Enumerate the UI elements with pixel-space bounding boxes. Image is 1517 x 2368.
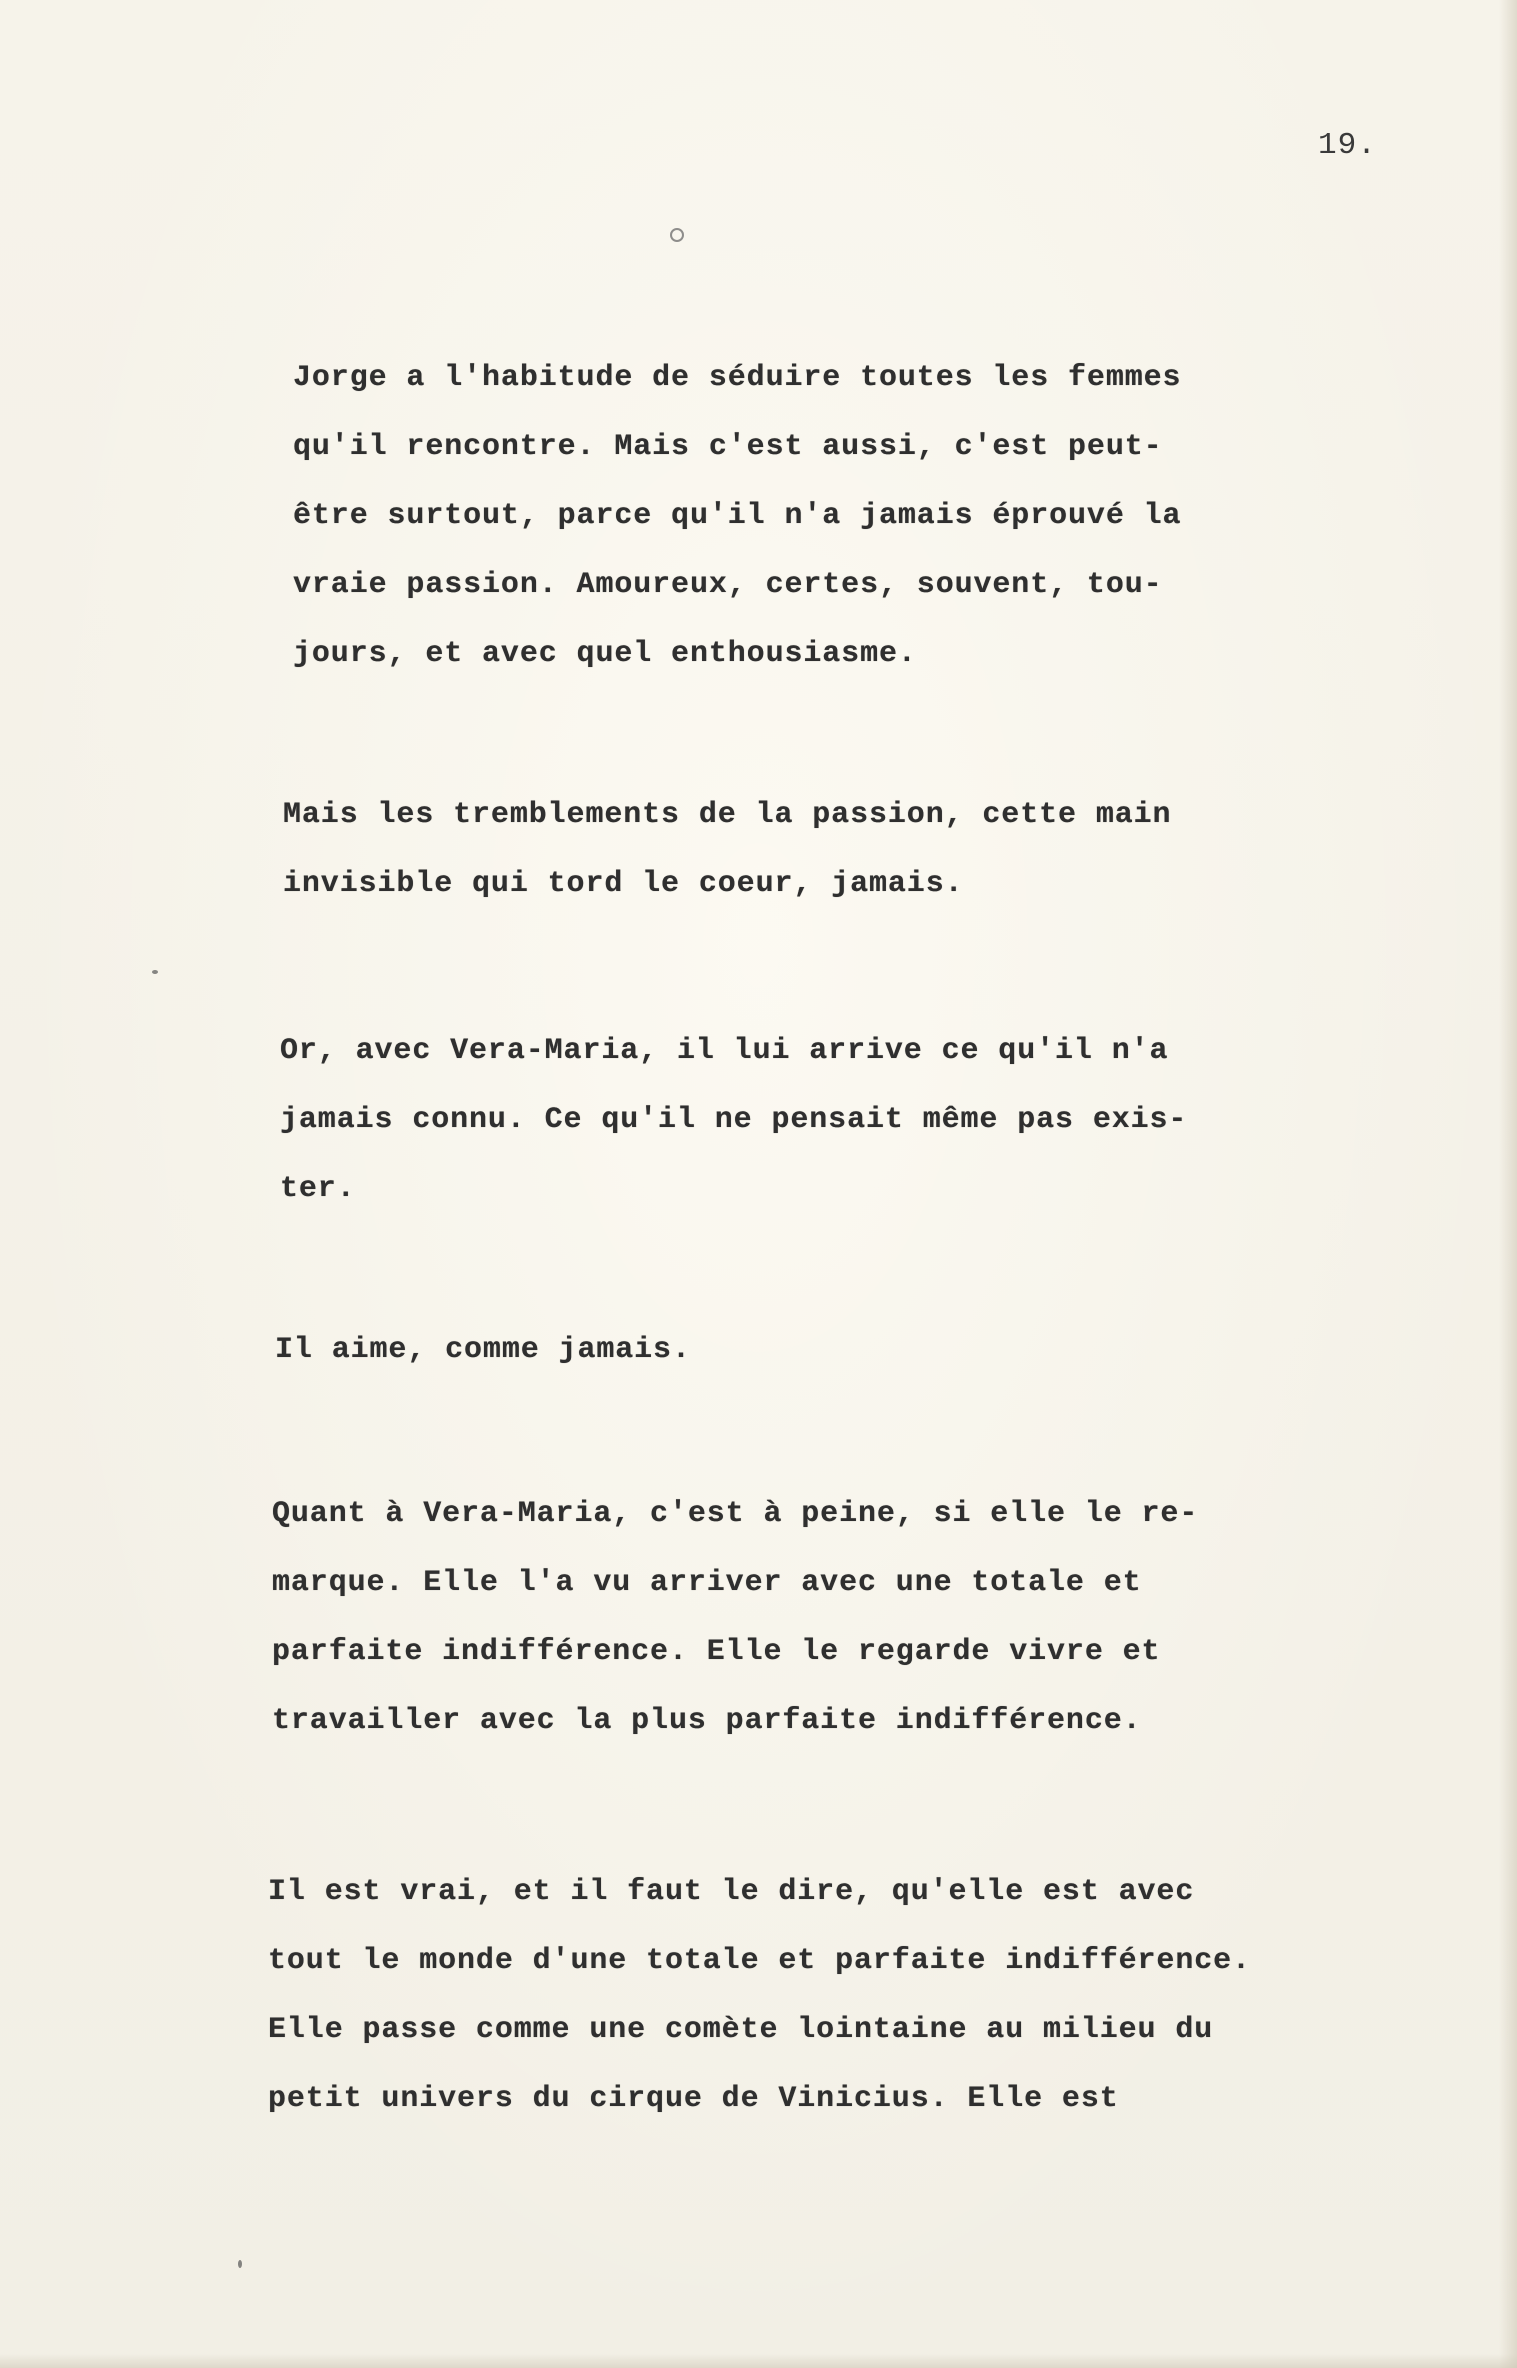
text-line: qu'il rencontre. Mais c'est aussi, c'est peut-: [293, 430, 1163, 464]
text-line: Il est vrai, et il faut le dire, qu'elle est avec: [268, 1875, 1195, 1909]
paragraph-5: [272, 1480, 1198, 1756]
text-line: Quant à Vera-Maria, c'est à peine, si elle le re-: [272, 1497, 1199, 1531]
text-line: Or, avec Vera-Maria, il lui arrive ce qu'il n'a: [280, 1034, 1169, 1068]
text-line: Il aime, comme jamais.: [275, 1333, 691, 1367]
ink-speck: [152, 970, 158, 974]
paragraph-3: [280, 1017, 1187, 1224]
text-line: marque. Elle l'a vu arriver avec une totale et: [272, 1566, 1142, 1600]
ink-speck: [238, 2260, 242, 2268]
text-line: ter.: [280, 1172, 356, 1206]
text-line: invisible qui tord le coeur, jamais.: [283, 867, 964, 901]
text-line: jamais connu. Ce qu'il ne pensait même pas exis-: [280, 1103, 1188, 1137]
page-number: 19.: [1318, 128, 1377, 163]
text-line: être surtout, parce qu'il n'a jamais éprouvé la: [293, 499, 1182, 533]
paragraph-1: [293, 344, 1181, 689]
text-line: travailler avec la plus parfaite indifférence.: [272, 1704, 1142, 1738]
page-edge-shadow: [1499, 0, 1517, 2368]
show-through-bleed: [255, 285, 1325, 315]
text-line: vraie passion. Amoureux, certes, souvent, tou-: [293, 568, 1163, 602]
text-line: parfaite indifférence. Elle le regarde vivre et: [272, 1635, 1161, 1669]
ink-dot-mark: [670, 228, 684, 242]
paragraph-4: [275, 1316, 691, 1385]
text-line: Mais les tremblements de la passion, cette main: [283, 798, 1172, 832]
text-line: Jorge a l'habitude de séduire toutes les femmes: [293, 361, 1182, 395]
page-bottom-shadow: [0, 2354, 1517, 2368]
paragraph-6: [268, 1858, 1251, 2134]
text-line: Elle passe comme une comète lointaine au milieu du: [268, 2013, 1214, 2047]
paragraph-2: [283, 781, 1171, 919]
text-line: jours, et avec quel enthousiasme.: [293, 637, 917, 671]
text-line: petit univers du cirque de Vinicius. Elle est: [268, 2082, 1119, 2116]
text-line: tout le monde d'une totale et parfaite indifférence.: [268, 1944, 1251, 1978]
